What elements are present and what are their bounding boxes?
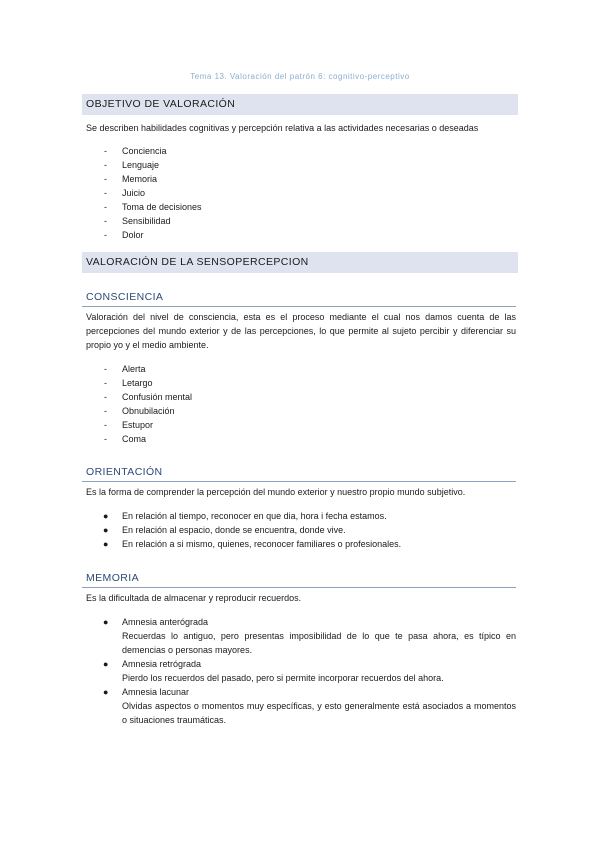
list-item: - Dolor [104, 230, 144, 240]
subheading-orientacion: ORIENTACIÓN [82, 464, 516, 482]
objetivo-intro: Se describen habilidades cognitivas y percepción relativa a las actividades necesarias o deseadas [86, 123, 479, 133]
list-item: ● Amnesia lacunar [103, 687, 190, 697]
section-heading-objetivo: OBJETIVO DE VALORACIÓN [82, 94, 518, 115]
list-item: ● Amnesia retrógrada [103, 659, 202, 669]
list-item: - Conciencia [104, 146, 167, 156]
list-item: ● En relación al espacio, donde se encuentra, donde vive. [103, 525, 346, 535]
list-item: - Juicio [104, 188, 146, 198]
objetivo-list [86, 144, 202, 242]
list-item: - Toma de decisiones [104, 202, 202, 212]
list-item: - Obnubilación [104, 406, 175, 416]
list-item: - Estupor [104, 420, 154, 430]
orientacion-text: Es la forma de comprender la percepción del mundo exterior y nuestro propio mundo subjetivo. [86, 487, 466, 497]
list-item-description: Recuerdas lo antiguo, pero presentas imposibilidad de lo que te pasa ahora, es típico en demencias o personas mayores. [122, 631, 516, 655]
list-item: - Letargo [104, 378, 153, 388]
list-item-description: Olvidas aspectos o momentos muy específicas, y esto generalmente está asociados a momentos o situaciones traumáticas. [122, 701, 516, 725]
list-item: ● Amnesia anterógrada [103, 617, 209, 627]
section-heading-sensopercepcion: VALORACIÓN DE LA SENSOPERCEPCION [82, 252, 518, 273]
list-item: - Memoria [104, 174, 158, 184]
list-item: - Confusión mental [104, 392, 193, 402]
consciencia-list [86, 362, 192, 446]
consciencia-text: Valoración del nivel de consciencia, esta es el proceso mediante el cual nos damos cuenta de las percepciones del mundo exterior y de las percepciones, lo que permite al sujeto percibir y diferenciar su propio yo y el medio ambiente. [86, 312, 516, 350]
list-item: ● En relación a si mismo, quienes, reconocer familiares o profesionales. [103, 539, 402, 549]
list-item: ● En relación al tiempo, reconocer en que dia, hora i fecha estamos. [103, 511, 387, 521]
page-title: Tema 13. Valoración del patrón 6: cognitivo-perceptivo [190, 72, 410, 81]
list-item: - Coma [104, 434, 147, 444]
list-item: - Alerta [104, 364, 146, 374]
memoria-text: Es la dificultada de almacenar y reproducir recuerdos. [86, 593, 302, 603]
list-item-description: Pierdo los recuerdos del pasado, pero si permite incorporar recuerdos del ahora. [122, 673, 444, 683]
list-item: - Lenguaje [104, 160, 160, 170]
subheading-memoria: MEMORIA [82, 570, 516, 588]
subheading-consciencia: CONSCIENCIA [82, 289, 516, 307]
list-item: - Sensibilidad [104, 216, 171, 226]
orientacion-list [86, 509, 401, 551]
memoria-list [86, 615, 516, 727]
